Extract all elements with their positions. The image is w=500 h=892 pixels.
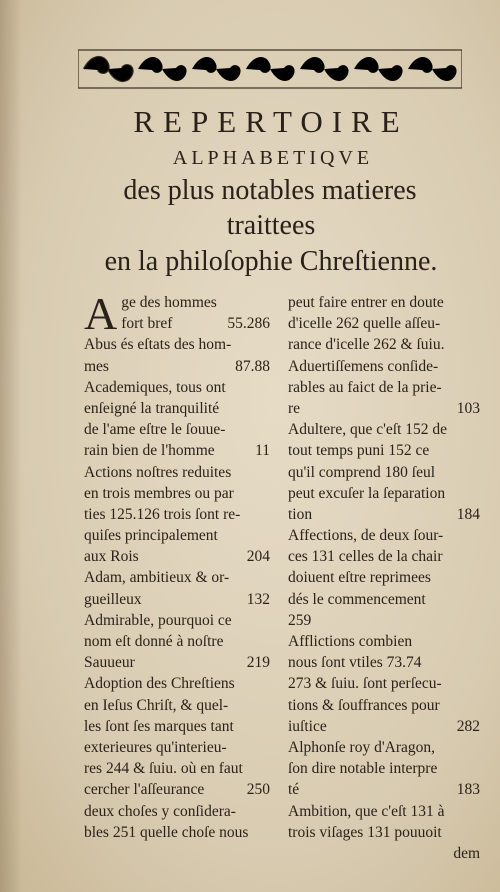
index-line — [288, 292, 480, 313]
index-line — [84, 822, 270, 843]
entry-text: Aduertiſſemens conſide- — [288, 357, 439, 375]
index-line — [288, 483, 480, 504]
page-reference: 132 — [246, 590, 270, 608]
index-line — [288, 695, 480, 716]
page-reference: dem — [453, 844, 480, 862]
index-line — [84, 525, 270, 546]
entry-text: en trois membres ou par — [84, 484, 234, 502]
entry-text: re — [288, 399, 301, 417]
entry-text: Alphonſe roy d'Aragon, — [288, 738, 436, 756]
page-reference: 11 — [255, 442, 270, 460]
entry-text: exterieures qu'interieu- — [84, 738, 227, 756]
entry-text: nom eſt donné à noſtre — [84, 633, 224, 650]
index-line — [288, 673, 480, 694]
entry-text: 273 & ſuiu. ſont perſecu- — [288, 675, 442, 693]
entry-text: rables au faict de la prie- — [288, 378, 442, 396]
entry-text: bles 251 quelle choſe nous — [84, 823, 249, 841]
entry-text: Admirable, pourquoi ce — [84, 611, 232, 629]
entry-text: Actions noſtres reduites — [84, 463, 232, 481]
index-line — [84, 398, 270, 419]
entry-text: aux Rois — [84, 548, 139, 566]
entry-text: peut faire entrer en doute — [288, 294, 444, 311]
entry-text: ces 131 celles de la chair — [288, 548, 443, 566]
index-line — [84, 589, 270, 610]
heading-line-2: traittees — [226, 210, 316, 241]
index-line — [288, 779, 480, 800]
index-line — [288, 440, 480, 461]
index-line — [84, 673, 270, 694]
entry-text: Abus és eſtats des hom- — [84, 336, 232, 354]
entry-text: quiſes principalement — [84, 527, 218, 545]
entry-text: ge des hommes — [121, 294, 217, 311]
index-line — [288, 313, 480, 334]
index-line — [84, 695, 270, 716]
index-line — [84, 737, 270, 758]
entry-text: cercher l'aſſeurance — [84, 781, 205, 799]
index-line — [84, 462, 270, 483]
entry-text: deux choſes y conſidera- — [84, 802, 236, 820]
index-line — [84, 610, 270, 631]
index-line — [288, 737, 480, 758]
right-column — [288, 292, 480, 864]
index-line — [84, 377, 270, 398]
entry-text: enſeigné la tranquilité — [84, 399, 220, 417]
entry-text: ties 125.126 trois ſont re- — [84, 505, 241, 523]
entry-text: Adoption des Chreſtiens — [84, 675, 235, 693]
index-line — [84, 801, 270, 822]
entry-text: peut excuſer la ſeparation — [288, 484, 446, 502]
index-line — [288, 398, 480, 419]
index-line — [288, 589, 480, 610]
entry-text: Adultere, que c'eſt 152 de — [288, 421, 448, 439]
index-line — [84, 567, 270, 588]
index-line — [84, 483, 270, 504]
index-line — [288, 822, 480, 843]
index-line — [84, 716, 270, 737]
entry-text: Afflictions combien — [288, 633, 413, 650]
index-line — [84, 440, 270, 461]
page-reference: 282 — [456, 717, 480, 735]
index-line — [288, 356, 480, 377]
entry-text: trois viſages 131 pouuoit — [288, 823, 442, 841]
heading-line-1: des plus notables matieres — [123, 175, 417, 206]
entry-text: mes — [84, 357, 109, 375]
index-line — [84, 356, 270, 377]
entry-text: tions & ſouffrances pour — [288, 696, 440, 714]
entry-text: res 244 & ſuiu. où en faut — [84, 760, 243, 778]
heading-line-3: en la philoſophie Chreſtienne. — [104, 246, 438, 277]
entry-text: nous ſont vtiles 73.74 — [288, 654, 422, 672]
entry-text: iuſtice — [288, 717, 327, 735]
entry-text: dés le commencement — [288, 590, 426, 608]
index-line — [288, 567, 480, 588]
page-reference: 103 — [456, 399, 480, 417]
page-reference: 55.286 — [227, 315, 270, 333]
index-line — [288, 377, 480, 398]
entry-text: fort bref — [121, 315, 173, 333]
page-reference: 184 — [456, 505, 480, 523]
index-line — [84, 334, 270, 355]
index-line — [288, 462, 480, 483]
index-line — [288, 801, 480, 822]
entry-text: Academiques, tous ont — [84, 378, 226, 396]
entry-text: ſon dire notable interpre — [288, 760, 438, 778]
entry-text: tout temps puni 152 ce — [288, 442, 430, 460]
entry-text: rain bien de l'homme — [84, 442, 215, 460]
left-column — [84, 292, 270, 843]
index-line — [84, 419, 270, 440]
index-line — [84, 779, 270, 800]
page-reference: 87.88 — [235, 357, 270, 375]
entry-text: té — [288, 781, 300, 799]
entry-text: en Ieſus Chriſt, & quel- — [84, 696, 229, 714]
index-line — [121, 292, 270, 313]
entry-text: tion — [288, 505, 313, 523]
index-line — [288, 652, 480, 673]
entry-text: 259 — [288, 611, 312, 629]
index-line — [84, 631, 270, 652]
index-line — [288, 504, 480, 525]
index-line — [288, 716, 480, 737]
index-title: REPERTOIRE — [133, 104, 409, 139]
entry-text: les ſont ſes marques tant — [84, 717, 234, 735]
index-subtitle: ALPHABETIQVE — [172, 147, 374, 169]
index-line — [288, 843, 480, 864]
page-reference: 250 — [246, 781, 270, 799]
index-line — [288, 419, 480, 440]
page-reference: 183 — [456, 781, 480, 799]
index-line — [288, 631, 480, 652]
index-line — [84, 504, 270, 525]
index-line — [288, 610, 480, 631]
index-line — [288, 758, 480, 779]
entry-text: gueilleux — [84, 590, 142, 608]
entry-text: Adam, ambitieux & or- — [84, 569, 230, 587]
entry-text: Sauueur — [84, 654, 135, 672]
page-reference: 204 — [246, 548, 270, 566]
index-line — [121, 313, 270, 334]
index-line — [288, 334, 480, 355]
entry-text: rance d'icelle 262 & ſuiu. — [288, 336, 445, 354]
ornamental-headpiece — [78, 48, 462, 90]
entry-text: doiuent eſtre reprimees — [288, 569, 431, 587]
entry-text: Ambition, que c'eſt 131 à — [288, 802, 445, 820]
index-line — [288, 546, 480, 567]
index-line — [84, 758, 270, 779]
first-entry — [84, 292, 270, 334]
index-line — [288, 525, 480, 546]
index-line — [84, 652, 270, 673]
entry-text: de l'ame eſtre le ſouue- — [84, 421, 226, 439]
entry-text: d'icelle 262 quelle aſſeu- — [288, 315, 441, 333]
page-reference: 219 — [246, 654, 270, 672]
drop-cap: A — [84, 292, 118, 335]
entry-text: qu'il comprend 180 ſeul — [288, 463, 436, 481]
index-line — [84, 546, 270, 567]
entry-text: Affections, de deux ſour- — [288, 527, 444, 545]
